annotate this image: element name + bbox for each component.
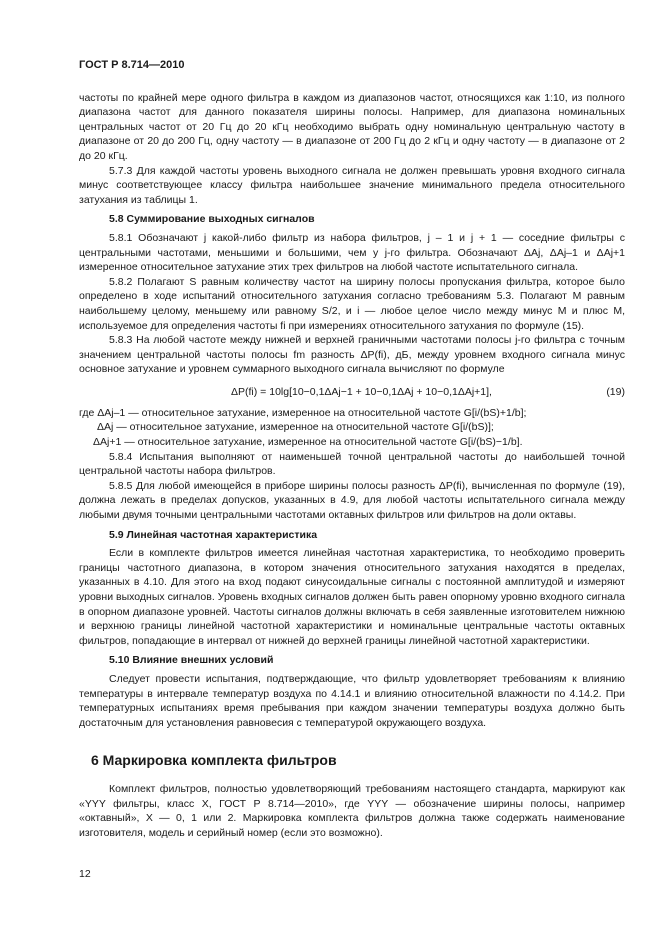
- paragraph-5-7-3: 5.7.3 Для каждой частоты уровень выходного сигнала не должен превышать уровня входного сигнала минус соответствующее классу фильтра наибольшее значение минимального предела относительного затухания из таблицы 1.: [79, 164, 625, 206]
- paragraph-6: Комплект фильтров, полностью удовлетворяющий требованиям настоящего стандарта, маркируют как «YYY фильтры, класс X, ГОСТ Р 8.714—2010», где YYY — обозначение ширины полосы, например «октавный», X — 0, 1 или 2. Маркировка комплекта фильтров должна также содержать наименование изготовителя, модель и серийный номер (если это возможно).: [79, 782, 625, 839]
- page-number: 12: [79, 868, 91, 880]
- paragraph-5-8-1: 5.8.1 Обозначают j какой-либо фильтр из набора фильтров, j – 1 и j + 1 — соседние фильтры с центральными частотами, меньшими и большими, чем у j-го фильтра. Обозначают ΔAj, ΔAj–1 и ΔAj+1 измеренное относительное затухание этих трех фильтров на любой частоте испытательного сигнала.: [79, 231, 625, 274]
- paragraph-intro: частоты по крайней мере одного фильтра в каждом из диапазонов частот, относящихся как 1:10, из полного диапазона частот для данного показателя ширины полосы. Например, для диапазона номинальных центральных частот от 20 Гц до 20 кГц необходимо выбрать одну номинальную центральную частоту в диапазоне от 20 до 200 Гц, одну частоту — в диапазоне от 200 Гц до 2 кГц и одну частоту — в диапазоне от 2 до 20 кГц.: [79, 91, 625, 162]
- paragraph-5-9: Если в комплекте фильтров имеется линейная частотная характеристика, то необходимо проверить границы частотного диапазона, в котором значения относительного затухания находятся в пределах, указанных в 4.10. Для этого на вход подают синусоидальные сигналы с постоянной амплитудой и измеряют уровни выходных сигналов. Уровень входных сигналов должен быть равен опорному уровню входного сигнала в опорном диапазоне уровней. Частоты сигналов должны включать в себя заявленные изготовителем нижнюю и верхнюю границы линейной частотной характеристики и номинальные центральные частоты октавных фильтров, попадающие в интервал от нижней до верхней границы линейной частотной характеристики.: [79, 547, 625, 647]
- section-heading-5-10: 5.10 Влияние внешних условий: [109, 654, 274, 667]
- where-item: ΔAj+1 — относительное затухание, измеренное на относительной частоте G[i/(bS)−1/b].: [93, 436, 523, 449]
- where-item: ΔAj — относительное затухание, измеренное на относительной частоте G[i/(bS)];: [97, 421, 494, 434]
- document-header: ГОСТ Р 8.714—2010: [79, 59, 185, 71]
- paragraph-5-10: Следует провести испытания, подтверждающие, что фильтр удовлетворяет требованиям к влиянию температуры в интервале температур воздуха по 4.14.1 и влиянию относительной влажности по 4.14.2. При температурных испытаниях время пребывания при каждом значении температуры воздуха должно быть достаточным для установления равновесия с температурой окружающего воздуха.: [79, 672, 625, 729]
- section-heading-5-9: 5.9 Линейная частотная характеристика: [109, 528, 318, 541]
- formula-19: [79, 383, 625, 401]
- paragraph-5-8-5: 5.8.5 Для любой имеющейся в приборе ширины полосы разность ΔP(fi), вычисленная по формуле (19), должна лежать в пределах допусков, указанных в 4.9, для любой частоты испытательного сигнала между любыми двумя точными центральными частотами октавных фильтров или фильтров на доли октавы.: [79, 479, 625, 522]
- formula-number: (19): [606, 385, 625, 398]
- section-heading-6: 6 Маркировка комплекта фильтров: [91, 752, 337, 769]
- paragraph-5-8-3: 5.8.3 На любой частоте между нижней и верхней граничными частотами полосы j-го фильтра с точным значением центральной частоты полосы fm разность ΔP(fi), дБ, между уровнем входного сигнала минус основное затухание и уровнем суммарного выходного сигнала вычисляют по формуле: [79, 334, 625, 376]
- where-list: [79, 406, 625, 450]
- where-item: где ΔAj–1 — относительное затухание, измеренное на относительной частоте G[i/(bS)+1/b];: [79, 406, 527, 419]
- paragraph-5-8-2: 5.8.2 Полагают S равным количеству частот на ширину полосы пропускания фильтра, которое было определено в ходе испытаний относительного затухания согласно требованиям 5.3. Полагают M равным наибольшему целому, меньшему или равному S/2, и i — любое целое число между минус M и плюс M, используемое для определения частоты fi при измерениях относительного затухания по формуле (15).: [79, 275, 625, 332]
- formula-expression: ΔP(fi) = 10lg[10−0,1ΔAj−1 + 10−0,1ΔAj + 10−0,1ΔAj+1],: [231, 385, 492, 398]
- paragraph-5-8-4: 5.8.4 Испытания выполняют от наименьшей точной центральной частоты до наибольшей точной центральной частоты набора фильтров.: [79, 450, 625, 478]
- section-heading-5-8: 5.8 Суммирование выходных сигналов: [109, 213, 315, 226]
